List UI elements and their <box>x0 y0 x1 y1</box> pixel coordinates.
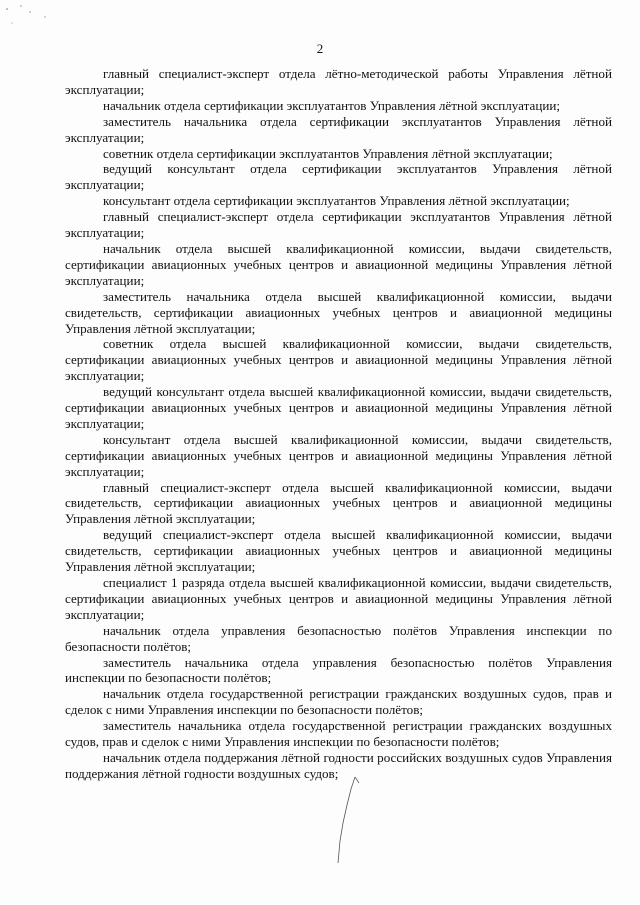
page-number: 2 <box>316 41 324 56</box>
paragraph: начальник отдела сертификации эксплуатантов Управления лётной эксплуатации; <box>103 97 560 113</box>
paragraph: заместитель начальника отдела государственной регистрации гражданских воздушных судов, прав и сделок с ними Управления инспекции по безопасности полётов; <box>65 718 612 750</box>
paragraph: советник отдела высшей квалификационной комиссии, выдачи свидетельств, сертификации авиационных учебных центров и авиационной медицины Управления лётной эксплуатации; <box>65 336 612 384</box>
paragraph: заместитель начальника отдела управления безопасностью полётов Управления инспекции по безопасности полётов; <box>65 654 612 686</box>
paragraph: заместитель начальника отдела сертификации эксплуатантов Управления лётной эксплуатации; <box>65 113 612 145</box>
paragraph: главный специалист-эксперт отдела сертификации эксплуатантов Управления лётной эксплуатации; <box>65 209 612 241</box>
paragraph: начальник отдела высшей квалификационной комиссии, выдачи свидетельств, сертификации авиационных учебных центров и авиационной медицины Управления лётной эксплуатации; <box>65 240 612 288</box>
paragraph: заместитель начальника отдела высшей квалификационной комиссии, выдачи свидетельств, сертификации авиационных учебных центров и авиационной медицины Управления лётной эксплуатации; <box>65 288 612 336</box>
pen-stroke-mark <box>325 775 365 865</box>
paragraph: ведущий консультант отдела сертификации эксплуатантов Управления лётной эксплуатации; <box>65 161 612 193</box>
scan-artifact-dots <box>4 3 54 33</box>
paragraph: начальник отдела управления безопасностью полётов Управления инспекции по безопасности полётов; <box>65 622 612 654</box>
paragraph: консультант отдела сертификации эксплуатантов Управления лётной эксплуатации; <box>103 193 570 209</box>
paragraph: ведущий специалист-эксперт отдела высшей квалификационной комиссии, выдачи свидетельств, сертификации авиационных учебных центров и авиационной медицины Управления лётной эксплуатации; <box>65 527 612 575</box>
paragraph: советник отдела сертификации эксплуатантов Управления лётной эксплуатации; <box>103 145 553 161</box>
paragraph: главный специалист-эксперт отдела высшей квалификационной комиссии, выдачи свидетельств, сертификации авиационных учебных центров и авиационной медицины Управления лётной эксплуатации; <box>65 479 612 527</box>
document-body <box>65 66 612 782</box>
paragraph: ведущий консультант отдела высшей квалификационной комиссии, выдачи свидетельств, сертификации авиационных учебных центров и авиационной медицины Управления лётной эксплуатации; <box>65 384 612 431</box>
paragraph: специалист 1 разряда отдела высшей квалификационной комиссии, выдачи свидетельств, сертификации авиационных учебных центров и авиационной медицины Управления лётной эксплуатации; <box>65 575 612 622</box>
paragraph: начальник отдела поддержания лётной годности российских воздушных судов Управления поддержания лётной годности воздушных судов; <box>65 749 612 781</box>
paragraph: главный специалист-эксперт отдела лётно-методической работы Управления лётной эксплуатации; <box>65 66 612 97</box>
paragraph: консультант отдела высшей квалификационной комиссии, выдачи свидетельств, сертификации авиационных учебных центров и авиационной медицины Управления лётной эксплуатации; <box>65 431 612 479</box>
paragraph: начальник отдела государственной регистрации гражданских воздушных судов, прав и сделок с ними Управления инспекции по безопасности полётов; <box>65 686 612 718</box>
